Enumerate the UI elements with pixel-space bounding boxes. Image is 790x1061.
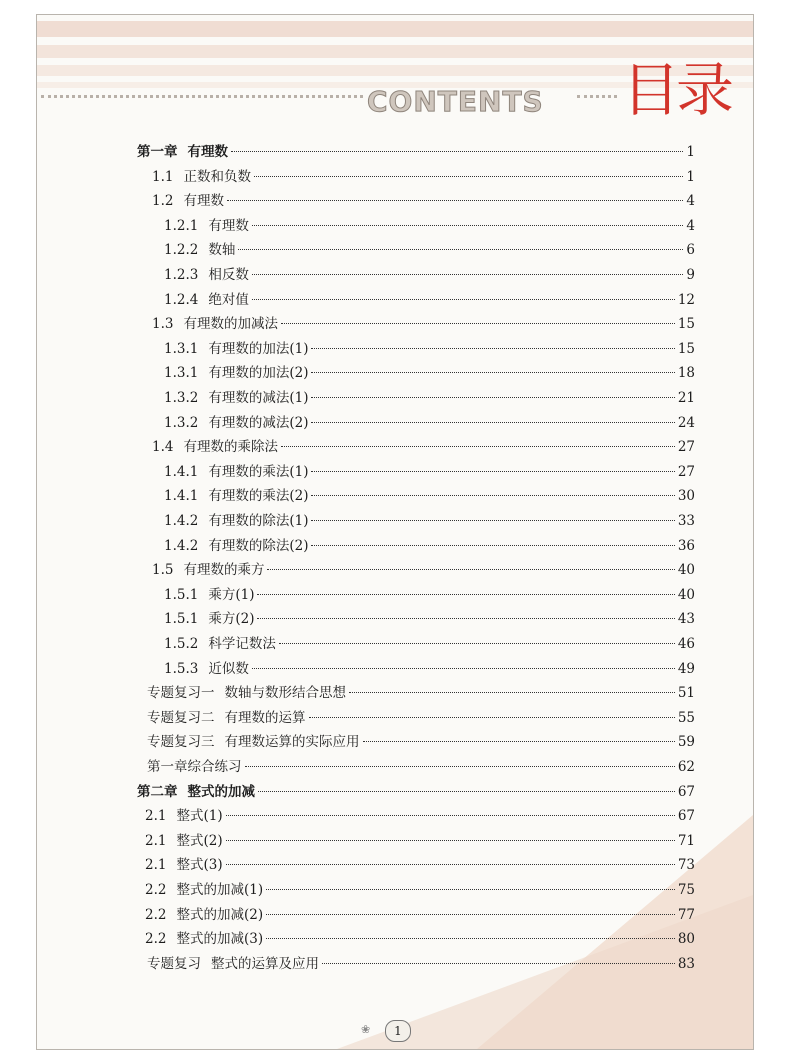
toc-title-text: 有理数的减法(1) (208, 390, 309, 406)
toc-number: 1.3.2 (164, 390, 199, 406)
toc-title-text: 数轴 (208, 242, 236, 259)
dot-leader (311, 471, 674, 472)
dot-leader (311, 348, 674, 349)
toc-number: 1.3.2 (164, 414, 199, 431)
toc-entry (164, 608, 695, 630)
toc-number: 2.2 (145, 906, 167, 923)
toc-number: 1.4.1 (164, 488, 199, 505)
toc-page-number: 75 (677, 882, 695, 898)
toc-page-number: 51 (677, 685, 695, 702)
toc-entry (147, 682, 695, 704)
dot-leader (252, 668, 675, 669)
dot-leader (311, 495, 674, 496)
toc-page-number: 71 (677, 832, 695, 849)
toc-page-number: 24 (677, 414, 695, 431)
toc-page-number: 67 (677, 808, 695, 825)
toc-page-number: 12 (677, 291, 695, 308)
toc-title-text: 整式的加减(1) (176, 882, 264, 898)
toc-title-text: 有理数运算的实际应用 (224, 734, 360, 751)
toc-entry (164, 387, 695, 409)
dot-leader (238, 249, 683, 250)
toc-number: 专题复习 (147, 955, 201, 972)
toc-entry (147, 756, 695, 778)
toc-page-number: 59 (677, 734, 695, 751)
toc-title-text: 整式(3) (176, 857, 223, 874)
toc-title-text: 有理数的乘法(2) (208, 488, 309, 505)
toc-page-number: 40 (677, 562, 695, 579)
toc-entry (152, 313, 695, 335)
toc-entry (164, 362, 695, 384)
header-dots (41, 95, 363, 98)
toc-title-text: 有理数的加法(1) (208, 340, 309, 357)
dot-leader (266, 914, 675, 915)
toc-page-number: 77 (677, 906, 695, 923)
toc-entry (152, 436, 695, 458)
toc-page-number: 18 (677, 365, 695, 382)
toc-title-text: 有理数的乘方 (183, 562, 265, 579)
dot-leader (252, 225, 684, 226)
dot-leader (266, 889, 675, 890)
toc-number: 1.2.2 (164, 242, 199, 259)
toc-title-text: 整式(2) (176, 832, 223, 849)
toc-number: 专题复习三 (147, 734, 215, 751)
toc-title-text: 正数和负数 (183, 168, 251, 185)
toc-entry (164, 264, 695, 286)
toc-page-number: 83 (677, 955, 695, 972)
toc-page-number: 55 (677, 709, 695, 726)
toc-number: 专题复习一 (147, 685, 215, 702)
toc-entry (164, 658, 695, 680)
toc-number: 1.2.1 (164, 217, 199, 234)
toc-entry (164, 239, 695, 261)
toc-number: 第二章 (137, 783, 178, 800)
toc-entry (147, 731, 695, 753)
toc-page-number: 4 (686, 193, 695, 210)
toc-title-text: 有理数 (183, 193, 224, 210)
toc-entry (164, 412, 695, 434)
toc-number: 专题复习二 (147, 709, 215, 726)
toc-page-number: 46 (677, 636, 695, 652)
toc-title-text: 有理数的乘除法 (183, 439, 278, 456)
toc-page-number: 1 (686, 168, 695, 185)
toc-title-text: 有理数的除法(2) (208, 537, 309, 554)
toc-number: 1.5.3 (164, 660, 199, 677)
toc-page-number: 27 (677, 463, 695, 480)
toc-entry (164, 584, 695, 606)
toc-title-text: 整式的加减(2) (176, 906, 264, 923)
toc-entry (145, 830, 695, 852)
toc-page-number: 40 (677, 586, 695, 603)
toc-title: 目录 (622, 56, 731, 124)
toc-page-number: 49 (677, 660, 695, 677)
toc-entry (164, 485, 695, 507)
toc-entry (152, 190, 695, 212)
toc-number: 2.2 (145, 931, 167, 948)
toc-entry (164, 510, 695, 532)
toc-title-text: 有理数的除法(1) (208, 513, 309, 529)
toc-page-number: 6 (686, 242, 695, 259)
toc-number: 1.2.4 (164, 291, 199, 308)
dot-leader (311, 397, 674, 398)
toc-number: 2.1 (145, 832, 167, 849)
toc-page-number: 43 (677, 611, 695, 628)
contents-heading: CONTENTS (367, 85, 544, 118)
dot-leader (279, 643, 675, 644)
toc-title-text: 整式的加减 (187, 783, 255, 800)
toc-entry (147, 707, 695, 729)
toc-page-number: 80 (677, 931, 695, 948)
toc-title-text: 科学记数法 (208, 636, 276, 652)
toc-entry (164, 289, 695, 311)
toc-entry (164, 215, 695, 237)
toc-number: 2.1 (145, 808, 167, 825)
dot-leader (267, 569, 674, 570)
toc-page-number: 62 (677, 759, 695, 775)
toc-title-text: 有理数的运算 (224, 709, 306, 726)
toc-number: 第一章综合练习 (147, 759, 242, 775)
toc-number: 1.5.1 (164, 611, 199, 628)
dot-leader (311, 520, 674, 521)
toc-page-number: 67 (677, 783, 695, 800)
toc-title-text: 有理数的减法(2) (208, 414, 309, 431)
toc-title-text: 乘方(1) (208, 586, 255, 603)
dot-leader (311, 372, 674, 373)
toc-entry (164, 633, 695, 655)
dot-leader (257, 618, 674, 619)
dot-leader (227, 200, 683, 201)
toc-number: 第一章 (137, 144, 178, 160)
dot-leader (322, 963, 675, 964)
toc-title-text: 有理数的乘法(1) (208, 463, 309, 480)
dot-leader (281, 323, 675, 324)
toc-title-text: 整式(1) (176, 808, 223, 825)
dot-leader (363, 741, 675, 742)
dot-leader (252, 274, 684, 275)
toc-page-number: 30 (677, 488, 695, 505)
toc-number: 1.2.3 (164, 267, 199, 283)
toc-title-text: 乘方(2) (208, 611, 255, 628)
toc-entry (164, 461, 695, 483)
dot-leader (258, 791, 675, 792)
dot-leader (309, 717, 675, 718)
toc-title-text: 有理数 (187, 144, 228, 160)
dot-leader (226, 840, 675, 841)
toc-page-number: 1 (686, 144, 695, 160)
toc-title-text: 数轴与数形结合思想 (224, 685, 346, 702)
dot-leader (281, 446, 675, 447)
toc-number: 1.2 (152, 193, 174, 210)
dot-leader (349, 692, 675, 693)
toc-number: 1.3.1 (164, 365, 199, 382)
toc-number: 1.3.1 (164, 340, 199, 357)
dot-leader (252, 299, 675, 300)
dot-leader (245, 766, 675, 767)
toc-page-number: 21 (677, 390, 695, 406)
toc-page-number: 9 (686, 267, 695, 283)
toc-number: 2.2 (145, 882, 167, 898)
flower-ornament-icon: ❀ (361, 1023, 371, 1036)
toc-title-text: 有理数 (208, 217, 249, 234)
toc-chapter-entry (137, 141, 695, 163)
toc-title-text: 有理数的加减法 (183, 316, 278, 333)
toc-number: 1.5.2 (164, 636, 199, 652)
toc-title-text: 整式的加减(3) (176, 931, 264, 948)
toc-number: 1.5 (152, 562, 174, 579)
dot-leader (226, 815, 675, 816)
toc-page-number: 27 (677, 439, 695, 456)
toc-number: 1.4.2 (164, 513, 199, 529)
toc-title-text: 相反数 (208, 267, 249, 283)
toc-title-text: 有理数的加法(2) (208, 365, 309, 382)
dot-leader (226, 864, 675, 865)
toc-entry (152, 166, 695, 188)
toc-entry (145, 854, 695, 876)
toc-entry (145, 879, 695, 901)
dot-leader (311, 422, 674, 423)
header-dots (577, 95, 617, 98)
toc-page-number: 36 (677, 537, 695, 554)
toc-page-number: 73 (677, 857, 695, 874)
toc-number: 2.1 (145, 857, 167, 874)
toc-page-number: 4 (686, 217, 695, 234)
page-number: 1 (385, 1020, 411, 1042)
toc-chapter-entry (137, 781, 695, 803)
toc-entry (164, 338, 695, 360)
toc-number: 1.1 (152, 168, 174, 185)
toc-entry (152, 559, 695, 581)
toc-page-number: 33 (677, 513, 695, 529)
dot-leader (266, 938, 675, 939)
toc-entry (145, 805, 695, 827)
toc-page-number: 15 (677, 316, 695, 333)
toc-entry (147, 953, 695, 975)
toc-number: 1.4 (152, 439, 174, 456)
toc-number: 1.4.1 (164, 463, 199, 480)
toc-page-number: 15 (677, 340, 695, 357)
toc-entry (145, 904, 695, 926)
toc-title-text: 整式的运算及应用 (211, 955, 319, 972)
toc-entry (145, 928, 695, 950)
dot-leader (254, 176, 683, 177)
toc-title-text: 绝对值 (208, 291, 249, 308)
toc-number: 1.5.1 (164, 586, 199, 603)
toc-number: 1.3 (152, 316, 174, 333)
dot-leader (231, 151, 683, 152)
toc-title-text: 近似数 (208, 660, 249, 677)
dot-leader (311, 545, 674, 546)
toc-number: 1.4.2 (164, 537, 199, 554)
dot-leader (257, 594, 674, 595)
book-page (36, 14, 754, 1050)
toc-entry (164, 535, 695, 557)
